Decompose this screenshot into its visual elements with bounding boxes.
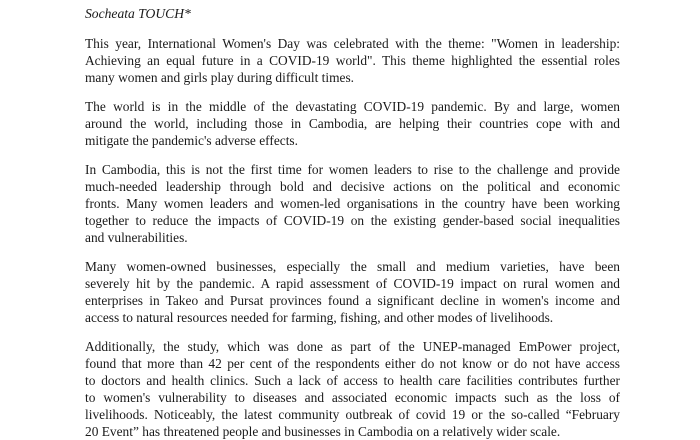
text-line: The world is in the middle of the devastating COVID-19 pandemic. By and large, women — [85, 99, 620, 114]
text-line: to women's vulnerability to diseases and associated economic impacts such as the loss of — [85, 390, 620, 405]
paragraph-theme — [85, 35, 620, 86]
text-line: Many women-owned businesses, especially the small and medium varieties, have been — [85, 259, 620, 274]
text-line: 20 Event” has threatened people and businesses in Cambodia on a relatively wider scale. — [85, 424, 561, 439]
text-line: many women and girls play during difficult times. — [85, 70, 355, 85]
text-line: access to natural resources needed for farming, fishing, and other modes of livelihoods. — [85, 310, 554, 325]
text-line: This year, International Women's Day was celebrated with the theme: "Women in leadership: — [85, 36, 620, 51]
author-byline: Socheata TOUCH* — [85, 6, 191, 21]
paragraph-women-businesses — [85, 258, 620, 326]
text-line: and vulnerabilities. — [85, 230, 188, 245]
text-line: fronts. Many women leaders and women-led organisations in the country have been working — [85, 196, 620, 211]
text-line: to doctors and health clinics. Such a lack of access to health care facilities contributes further — [85, 373, 620, 388]
text-line: much-needed leadership through bold and decisive actions on the political and economic — [85, 179, 620, 194]
text-line: enterprises in Takeo and Pursat provinces found a significant decline in women's income and — [85, 293, 620, 308]
text-line: severely hit by the pandemic. A rapid assessment of COVID-19 impact on rural women and — [85, 276, 620, 291]
text-line: Achieving an equal future in a COVID-19 world". This theme highlighted the essential roles — [85, 53, 620, 68]
text-line: In Cambodia, this is not the first time for women leaders to rise to the challenge and provide — [85, 162, 620, 177]
text-line: found that more than 42 per cent of the respondents either do not know or do not have access — [85, 356, 620, 371]
text-line: Additionally, the study, which was done as part of the UNEP-managed EmPower project, — [85, 339, 620, 354]
text-line: livelihoods. Noticeably, the latest community outbreak of covid 19 or the so-called “February — [85, 407, 620, 422]
paragraph-world-pandemic — [85, 98, 620, 149]
text-line: mitigate the pandemic's adverse effects. — [85, 133, 298, 148]
paragraph-cambodia-leaders — [85, 161, 620, 246]
text-line: together to reduce the impacts of COVID-19 on the existing gender-based social inequalities — [85, 213, 620, 228]
paragraph-empower-study — [85, 338, 620, 440]
text-line: around the world, including those in Cambodia, are helping their countries cope with and — [85, 116, 620, 131]
